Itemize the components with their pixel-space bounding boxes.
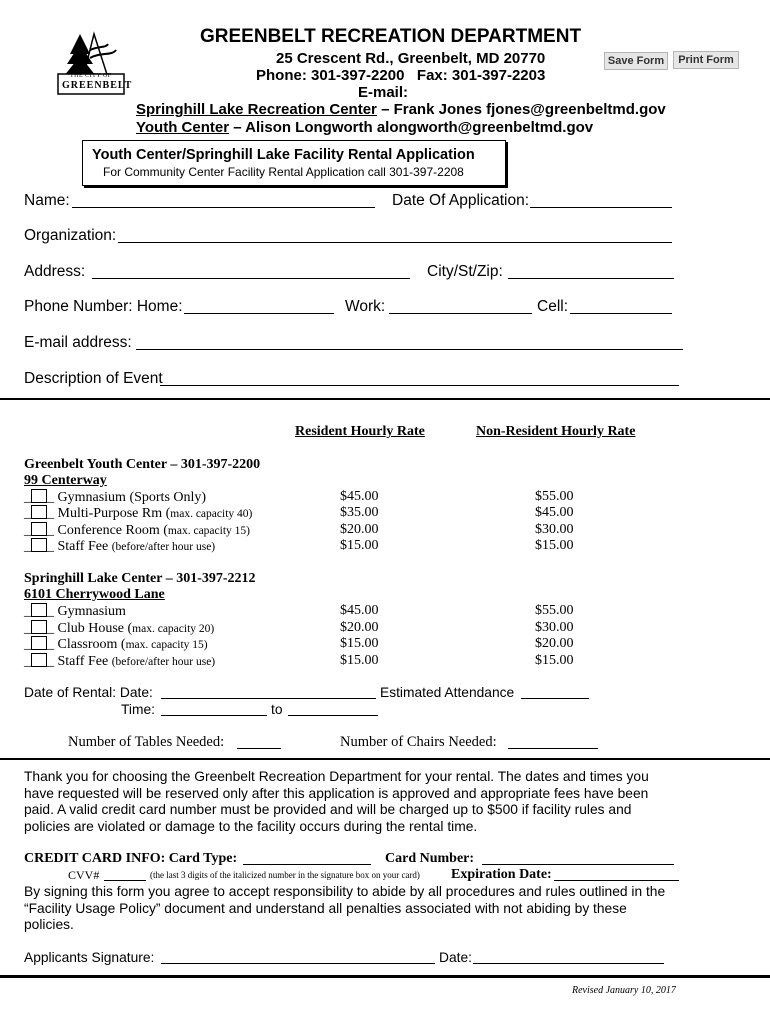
phone-home-field[interactable] [184,313,334,314]
facility-checkbox[interactable] [31,636,47,650]
resident-rate: $15.00 [340,538,379,553]
start-time-field[interactable] [161,715,267,716]
resident-rate: $15.00 [340,636,379,651]
work-label: Work: [345,298,386,315]
resident-rate: $45.00 [340,603,379,618]
revised-date: Revised January 10, 2017 [572,985,676,996]
facility-checkbox[interactable] [31,603,47,617]
facility-row[interactable]: _ _ Gymnasium (Sports Only) [24,490,207,505]
time-to-label: to [271,702,283,717]
contact-springhill-rest: – Frank Jones fjones@greenbeltmd.gov [376,101,666,118]
chairs-needed-field[interactable] [508,748,598,749]
facility-checkbox[interactable] [31,505,47,519]
facility-checkbox[interactable] [31,522,47,536]
facility-checkbox[interactable] [31,620,47,634]
nonresident-rate: $55.00 [535,489,574,504]
date-of-application-field[interactable] [530,207,672,208]
signature-field[interactable] [161,963,435,964]
nonresident-rate-header: Non-Resident Hourly Rate [476,424,636,439]
application-subtitle: For Community Center Facility Rental Application call 301-397-2208 [103,165,464,179]
email-field[interactable] [136,349,683,350]
email-label: E-mail address: [24,334,132,351]
facility-row[interactable]: _ _ Conference Room (max. capacity 15) [24,523,250,538]
resident-rate-header: Resident Hourly Rate [295,424,425,439]
footer-divider [0,975,770,978]
rental-date-field[interactable] [161,698,376,699]
page-title: GREENBELT RECREATION DEPARTMENT [200,26,582,47]
facility-checkbox[interactable] [31,489,47,503]
nonresident-rate: $15.00 [535,538,574,553]
contact-springhill [136,101,666,118]
facility-row[interactable]: _ _ Classroom (max. capacity 15) [24,637,208,652]
expiration-date-label: Expiration Date: [451,867,552,882]
cvv-label: CVV# [68,868,100,882]
address-label: Address: [24,263,86,280]
resident-rate: $35.00 [340,505,379,520]
header-address: 25 Crescent Rd., Greenbelt, MD 20770 [276,50,546,67]
name-field[interactable] [72,207,375,208]
resident-rate: $20.00 [340,620,379,635]
signature-label: Applicants Signature: [24,950,155,965]
nonresident-rate: $45.00 [535,505,574,520]
address-field[interactable] [92,278,410,279]
header-phone-fax: Phone: 301-397-2200 Fax: 301-397-2203 [256,67,546,84]
estimated-attendance-label: Estimated Attendance [380,685,515,700]
application-title-box [82,140,506,186]
resident-rate: $20.00 [340,522,379,537]
springhill-center-street: 6101 Cherrywood Lane [24,587,165,602]
organization-label: Organization: [24,227,117,244]
city-state-zip-field[interactable] [508,278,674,279]
end-time-field[interactable] [288,715,378,716]
cvv-field[interactable] [104,880,146,881]
tables-needed-field[interactable] [237,748,281,749]
nonresident-rate: $55.00 [535,603,574,618]
springhill-center-title: Springhill Lake Center – 301-397-2212 [24,571,256,586]
contact-youth-rest: – Alison Longworth alongworth@greenbeltmd.gov [229,119,594,136]
card-type-field[interactable] [243,864,371,865]
card-number-field[interactable] [482,864,674,865]
city-state-zip-label: City/St/Zip: [427,263,503,280]
nonresident-rate: $15.00 [535,653,574,668]
contact-youth-place: Youth Center [136,119,230,136]
expiration-date-field[interactable] [554,880,679,881]
chairs-needed-label: Number of Chairs Needed: [340,734,497,750]
nonresident-rate: $30.00 [535,522,574,537]
date-of-rental-label: Date of Rental: Date: [24,685,153,700]
header-email-label: E-mail: [358,84,409,101]
contact-springhill-place: Springhill Lake Recreation Center [136,101,377,118]
cell-label: Cell: [537,298,569,315]
facility-row[interactable]: _ _ Staff Fee (before/after hour use) [24,654,216,669]
resident-rate: $45.00 [340,489,379,504]
description-field[interactable] [160,385,679,386]
nonresident-rate: $20.00 [535,636,574,651]
section-divider [0,398,770,400]
resident-rate: $15.00 [340,653,379,668]
signature-date-field[interactable] [473,963,664,964]
youth-center-title: Greenbelt Youth Center – 301-397-2200 [24,457,261,472]
cvv-note: (the last 3 digits of the italicized number in the signature box on your card) [150,870,420,880]
logo-line1: THE CITY OF [70,73,112,79]
nonresident-rate: $30.00 [535,620,574,635]
cell-phone-field[interactable] [570,313,672,314]
phone-home-label: Phone Number: Home: [24,298,183,315]
application-title: Youth Center/Springhill Lake Facility Rental Application [92,147,475,163]
name-label: Name: [24,192,70,209]
facility-checkbox[interactable] [31,538,47,552]
organization-field[interactable] [118,242,672,243]
youth-center-street: 99 Centerway [24,473,107,488]
card-number-label: Card Number: [385,851,475,866]
facility-checkbox[interactable] [31,653,47,667]
contact-youth [136,119,593,136]
logo-line2: GREENBELT [62,80,133,91]
thank-you-text: Thank you for choosing the Greenbelt Recreation Department for your rental. The dates and times you have requested will be reserved only after this application is approved and appropriate fees have been paid. A valid credit card number must be provided and will be charged up to $500 if facility rules and policies are violated or damage to the facility occurs during the rental time. [24,769,649,834]
section-divider [0,758,770,760]
card-type-label: CREDIT CARD INFO: Card Type: [24,851,238,866]
time-label: Time: [121,702,155,717]
signature-date-label: Date: [439,950,472,965]
agreement-text: By signing this form you agree to accept responsibility to abide by all procedures and rules outlined in the “Facility Usage Policy” document and understand all penalties associated with not abiding by these policies. [24,884,666,932]
city-logo [50,28,133,100]
description-label: Description of Event [24,370,163,387]
work-phone-field[interactable] [389,313,532,314]
facility-row[interactable]: _ _ Club House (max. capacity 20) [24,621,215,636]
date-of-application-label: Date Of Application: [392,192,529,209]
print-form-button[interactable]: Print Form [673,51,739,69]
save-form-button[interactable]: Save Form [604,52,668,70]
estimated-attendance-field[interactable] [521,698,589,699]
facility-row[interactable]: _ _ Gymnasium [24,604,126,619]
tables-needed-label: Number of Tables Needed: [68,734,225,750]
facility-row[interactable]: _ _ Staff Fee (before/after hour use) [24,539,216,554]
facility-row[interactable]: _ _ Multi-Purpose Rm (max. capacity 40) [24,506,253,521]
